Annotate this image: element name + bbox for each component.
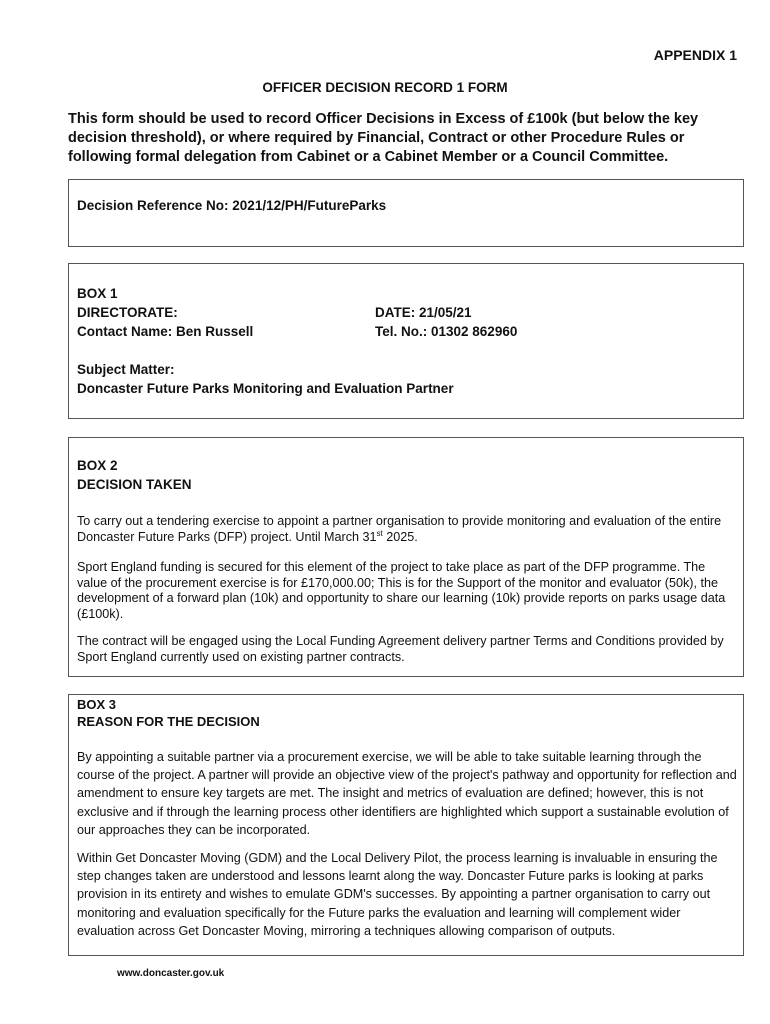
decision-paragraph-3: The contract will be engaged using the Local Funding Agreement delivery partner Terms and Conditions provided by Sport England currently used on existing partner contracts.	[77, 634, 724, 664]
box3-title: BOX 3	[77, 697, 117, 712]
decision-paragraph-1	[77, 514, 733, 545]
box3-heading: REASON FOR THE DECISION	[77, 714, 260, 729]
directorate-label: DIRECTORATE:	[77, 305, 178, 320]
form-intro: This form should be used to record Officer Decisions in Excess of £100k (but below the key decision threshold), or where required by Financial, Contract or other Procedure Rules or following formal delegation from Cabinet or a Cabinet Member or a Council Committee.	[68, 111, 699, 165]
decision-reference: Decision Reference No: 2021/12/PH/FutureParks	[77, 198, 387, 213]
decision-paragraph-2: Sport England funding is secured for this element of the project to take place as part of the DFP programme. The value of the procurement exercise is for £170,000.00; This is for the Support of the monitor and evaluator (50k), the development of a forward plan (10k) and opportunity to share our learning (10k) provide reports on parks usage data (£100k).	[77, 560, 726, 621]
box1-title: BOX 1	[77, 286, 118, 301]
decision-date: DATE: 21/05/21	[375, 305, 472, 320]
box2-heading: DECISION TAKEN	[77, 477, 192, 492]
contact-name: Contact Name: Ben Russell	[77, 324, 254, 339]
footer-url: www.doncaster.gov.uk	[117, 968, 225, 979]
appendix-label: APPENDIX 1	[653, 47, 737, 63]
box2-title: BOX 2	[77, 458, 118, 473]
box-3	[68, 694, 744, 956]
box-2	[68, 437, 744, 677]
decision-reference-box	[68, 179, 744, 247]
decision-p1-end: 2025.	[382, 529, 418, 544]
tel-number: Tel. No.: 01302 862960	[375, 324, 518, 339]
subject-matter-label: Subject Matter:	[77, 362, 175, 377]
reason-paragraph-1: By appointing a suitable partner via a procurement exercise, we will be able to take suitable learning through the course of the project. A partner will provide an objective view of the project's pathway and opportunity for reflection and amendment to ensure key targets are met. The insight and metrics of evaluation are defined; however, this is not exclusive and if through the learning process other identifiers are highlighted which support a sustainable evolution of our approaches they can be incorporated.	[77, 750, 737, 837]
subject-matter: Doncaster Future Parks Monitoring and Evaluation Partner	[77, 381, 454, 396]
decision-p1-sup: st	[376, 528, 383, 538]
form-title: OFFICER DECISION RECORD 1 FORM	[262, 80, 508, 95]
decision-p1-main: To carry out a tendering exercise to appoint a partner organisation to provide monitoring and evaluation of the entire Doncaster Future Parks (DFP) project. Until March 31	[77, 514, 722, 544]
reason-paragraph-2: Within Get Doncaster Moving (GDM) and the Local Delivery Pilot, the process learning is invaluable in ensuring the step changes taken are understood and lessons learnt along the way. Doncaster Future parks is looking at parks provision in its entirety and wishes to emulate GDM's successes. By appointing a partner organisation to carry out monitoring and evaluation specifically for the Future parks the evaluation and learning will complement wider evaluation across Get Doncaster Moving, mirroring a techniques allowing comparison of outputs.	[77, 851, 718, 938]
box-1	[68, 263, 744, 419]
